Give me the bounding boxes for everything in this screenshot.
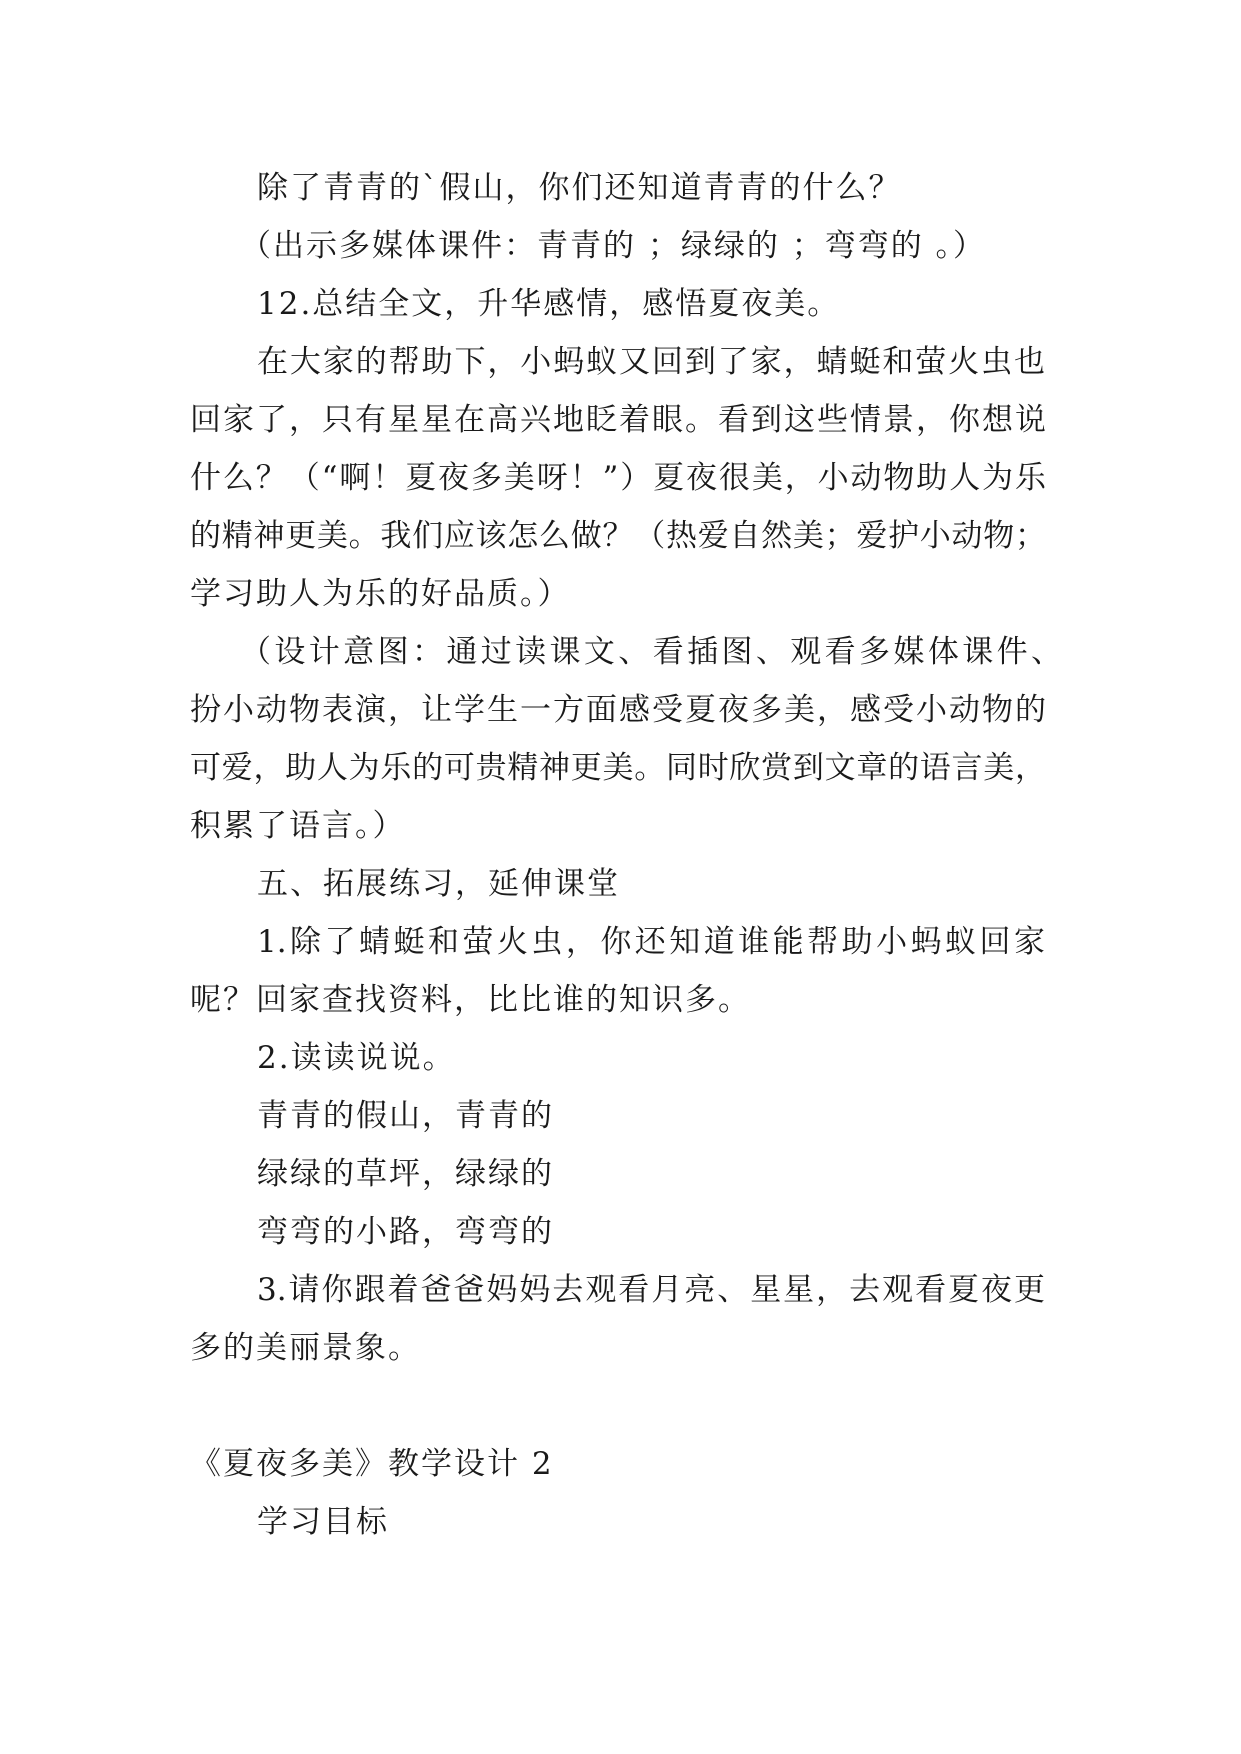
paragraph-line: 除了青青的`假山，你们还知道青青的什么？ [257, 170, 902, 206]
paragraph-line: 可爱，助人为乐的可贵精神更美。同时欣赏到文章的语言美， [190, 750, 1046, 786]
section-heading: 五、拓展练习，延伸课堂 [257, 866, 620, 902]
section-step-line: 12.总结全文，升华感情，感悟夏夜美。 [257, 286, 841, 322]
paragraph-line: 弯弯的小路，弯弯的 [257, 1214, 554, 1250]
paragraph-line: 3.请你跟着爸爸妈妈去观看月亮、星星，去观看夏夜更 [257, 1272, 1045, 1308]
paragraph-line: 2.读读说说。 [257, 1040, 456, 1076]
paragraph-line: 在大家的帮助下，小蚂蚁又回到了家，蜻蜓和萤火虫也 [257, 344, 1045, 380]
paragraph-line: 1.除了蜻蜓和萤火虫，你还知道谁能帮助小蚂蚁回家 [257, 924, 1045, 960]
section-heading: 学习目标 [257, 1504, 389, 1540]
paragraph-line: 的精神更美。我们应该怎么做？（热爱自然美；爱护小动物； [190, 518, 1046, 554]
paragraph-line: 多的美丽景象。 [190, 1330, 421, 1366]
paragraph-line: 回家了，只有星星在高兴地眨着眼。看到这些情景，你想说 [190, 402, 1046, 438]
paragraph-line: 呢？回家查找资料，比比谁的知识多。 [190, 982, 751, 1018]
paragraph-line: 什么？（“啊！夏夜多美呀！”）夏夜很美，小动物助人为乐 [190, 460, 1046, 496]
paragraph-line: （设计意图：通过读课文、看插图、观看多媒体课件、 [240, 634, 1062, 670]
paragraph-line: 学习助人为乐的好品质。） [190, 576, 571, 612]
paragraph-line: （出示多媒体课件：青青的 ；绿绿的 ；弯弯的 。） [240, 228, 987, 264]
paragraph-line: 青青的假山，青青的 [257, 1098, 554, 1134]
paragraph-line: 积累了语言。） [190, 808, 406, 844]
paragraph-line: 绿绿的草坪，绿绿的 [257, 1156, 554, 1192]
paragraph-line: 扮小动物表演，让学生一方面感受夏夜多美，感受小动物的 [190, 692, 1046, 728]
document-title: 《夏夜多美》教学设计 2 [190, 1446, 554, 1482]
